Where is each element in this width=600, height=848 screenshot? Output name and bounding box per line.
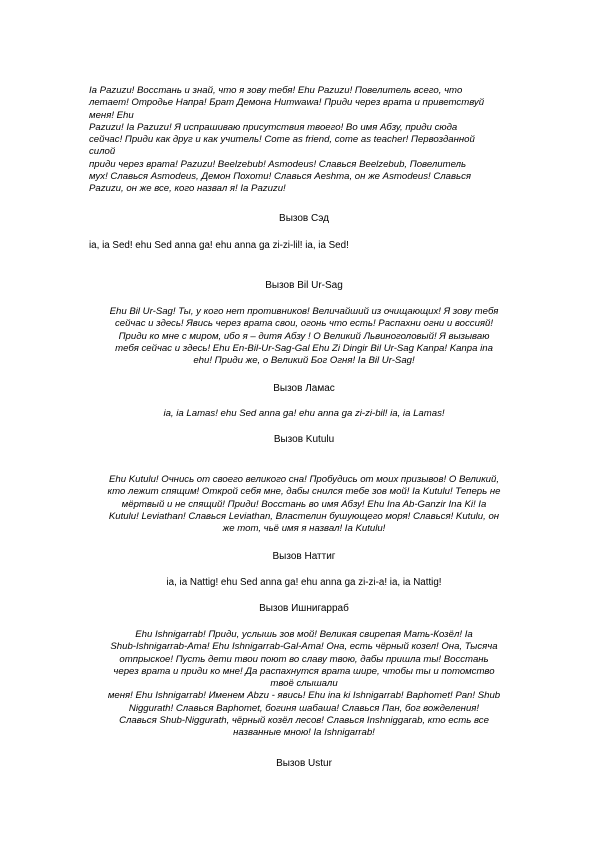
text-line: кто лежит спящим! Открой себя мне, дабы снился тебе зов мой! Ia Kutulu! Теперь не (107, 486, 501, 498)
ishnigarrab-invocation (84, 629, 524, 740)
text-line: названные мною! Ia Ishnigarrab! (233, 727, 375, 739)
text-line: Ehu Bil Ur-Sag! Ты, у кого нет противников! Величайший из очищающих! Я зову тебя (109, 306, 499, 317)
text-line: сейчас и здесь! Явись через врата свои, огонь что есть! Распахни огни и воссияй! (114, 318, 494, 330)
text-line: мёртвый и не спящий! Приди! Восстань во имя Абзу! Ehu Ina Ab-Ganzir Ina Ki! Ia (121, 498, 487, 510)
text-line: ehu! Приди же, о Великий Бог Огня! Ia Bil Ur-Sag! (193, 355, 415, 367)
text-line: Приди ко мне с миром, ибо я – дитя Абзу ! О Великий Львиноголовый! Я вызываю (118, 330, 490, 342)
lamas-heading: Вызов Ламас (273, 383, 335, 394)
text-line: Ia Pazuzu! Восстань и знай, что я зову тебя! Ehu Pazuzu! Повелитель всего, что (89, 85, 463, 96)
ustur-heading: Вызов Ustur (276, 758, 332, 769)
text-line: меня! Ehu Ishnigarrab! Именем Abzu - явись! Ehu ina ki Ishnigarrab! Baphomet! Pan! Shub (107, 690, 501, 702)
bil-ur-sag-heading: Вызов Bil Ur-Sag (265, 280, 343, 291)
text-line: меня! Ehu (89, 109, 134, 121)
text-line: Niggurath! Славься Baphomet, богиня шабаша! Славься Пан, бог вожделения! (128, 702, 480, 714)
text-line: силой (89, 146, 116, 158)
text-line: летает! Отродье Напра! Брат Демона Hитwawa! Приди через врата и приветствуй (89, 97, 485, 109)
lamas-invocation: ia, ia Lamas! ehu Sed anna ga! ehu anna ga zi-zi-bil! ia, ia Lamas! (163, 408, 445, 419)
text-line: Ehu Kutulu! Очнись от своего великого сна! Пробудись от моих призывов! О Великий, (108, 474, 500, 485)
text-line: мух! Славься Asmodeus, Демон Похоти! Славься Aeshma, он же Asmodeus! Славься (89, 171, 471, 183)
kutulu-heading: Вызов Kutulu (273, 434, 335, 445)
text-line: Shub-Ishnigarrab-Ama! Ehu Ishnigarrab-Gal-Ama! Она, есть чёрный козел! Она, Тысяча (110, 641, 498, 653)
text-line: приди через врата! Pazuzu! Beelzebub! Asmodeus! Славься Beelzebub, Повелитель (89, 158, 467, 170)
text-line: Ehu Ishnigarrab! Приди, услышь зов мой! Великая свирепая Мать-Козёл! Ia (135, 629, 473, 640)
nattig-heading: Вызов Наттиг (272, 551, 336, 562)
pazuzu-invocation (89, 85, 534, 196)
nattig-invocation: ia, ia Nattig! ehu Sed anna ga! ehu anna ga zi-zi-a! ia, ia Nattig! (166, 577, 442, 588)
text-line: Славься Shub-Niggurath, чёрный козёл лесов! Славься Inshniggarab, кто есть все (119, 715, 489, 727)
text-line: через врата и приди ко мне! Да распахнутся врата шире, чтобы ты и потомство (113, 665, 495, 677)
sed-heading: Вызов Сэд (279, 213, 329, 224)
bil-ur-sag-invocation (84, 306, 524, 367)
sed-invocation: ia, ia Sed! ehu Sed anna ga! ehu anna ga zi-zi-lil! ia, ia Sed! (89, 240, 349, 251)
text-line: Kutulu! Leviathan! Славься Leviathan, Властелин бушующего моря! Славься! Kutulu, он (108, 510, 500, 522)
text-line: отпрыское! Пусть дети твои поют во славу твою, дабы пришла ты! Восстань (119, 653, 489, 665)
ishnigarrab-heading: Вызов Ишнигарраб (259, 603, 349, 614)
text-line: Pazuzu, он же все, кого назвал я! Ia Pazuzu! (89, 183, 286, 195)
text-line: Pazuzu! Ia Pazuzu! Я испрашиваю присутствия твоего! Во имя Абзу, приди сюда (89, 121, 458, 133)
text-line: тебя сейчас и здесь! Ehu En-Bil-Ur-Sag-Gal Ehu Zi Dingir Bil Ur-Sag Kanpa! Kanpa ina (115, 342, 493, 354)
text-line: сейчас! Приди как друг и как учитель! Come as friend, come as teacher! Первозданной (89, 134, 475, 146)
text-line: твоё слышали (270, 678, 338, 690)
text-line: же тот, чьё имя я назвал! Ia Kutulu! (222, 523, 386, 535)
kutulu-invocation (84, 474, 524, 535)
